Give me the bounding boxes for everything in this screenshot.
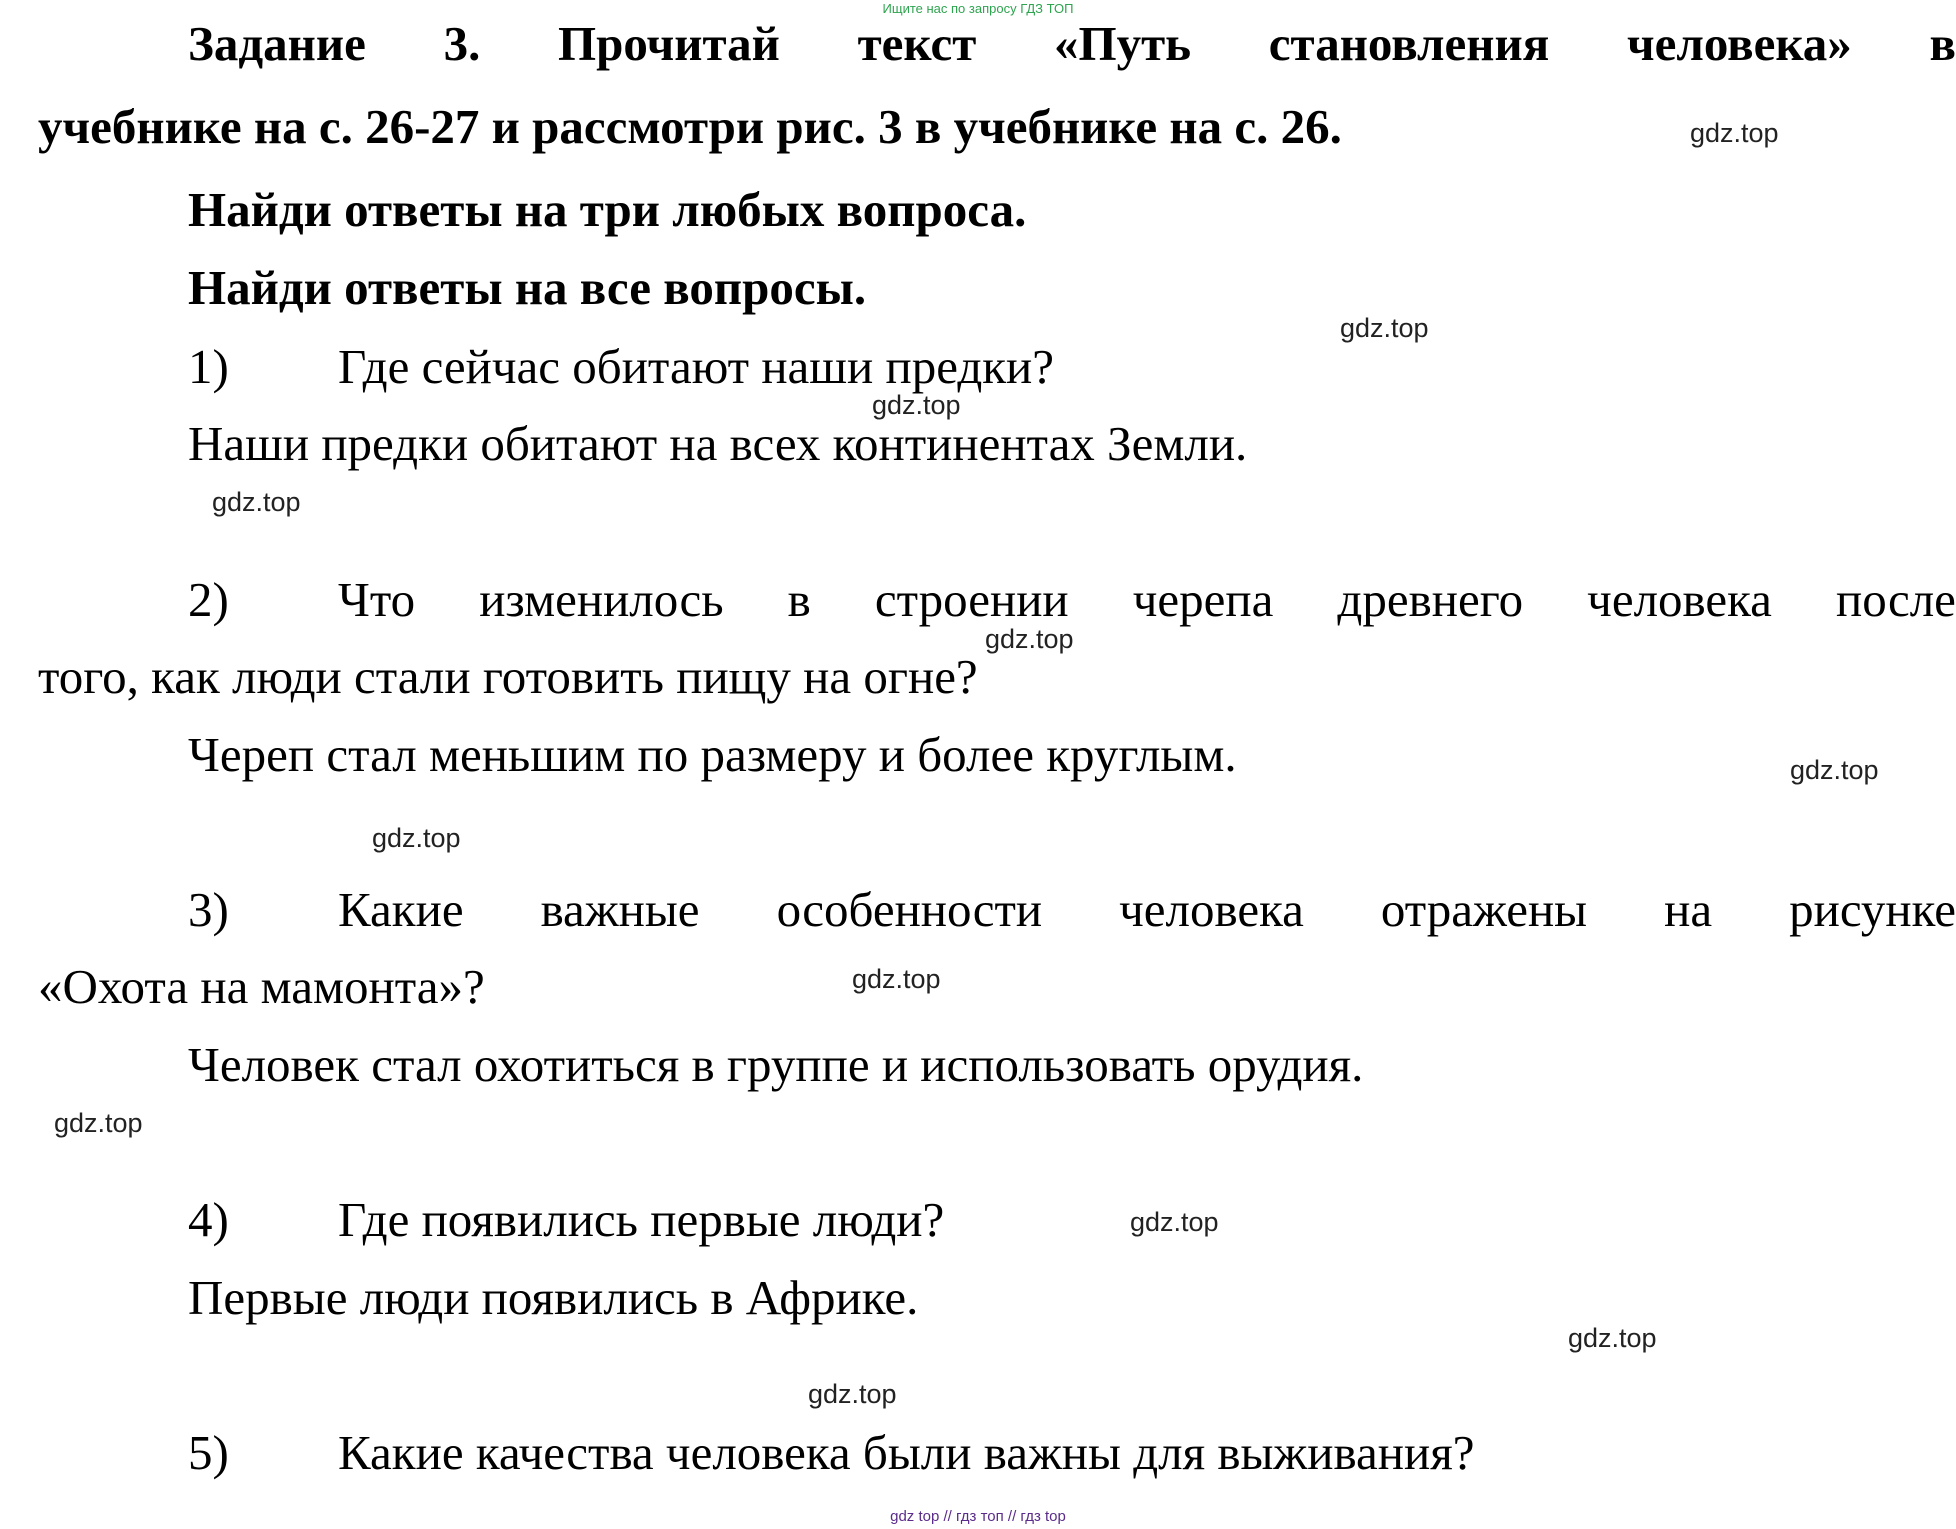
watermark: gdz.top — [852, 964, 941, 994]
question-text: Где появились первые люди? — [338, 1192, 945, 1247]
question-word: особенности — [776, 882, 1043, 937]
question-word: Что — [338, 572, 416, 627]
question-text: Какие качества человека были важны для выживания? — [338, 1425, 1475, 1480]
heading-word: Прочитай — [558, 16, 780, 71]
watermark: gdz.top — [1130, 1207, 1219, 1237]
watermark: gdz.top — [372, 823, 461, 853]
watermark: gdz.top — [54, 1108, 143, 1138]
task-heading-line2: учебнике на с. 26-27 и рассмотри рис. 3 в учебнике на с. 26. — [38, 99, 1342, 154]
bottom-banner: gdz top // гдз топ // гдз top — [890, 1508, 1066, 1525]
heading-word: в — [1929, 16, 1956, 71]
question-word: рисунке — [1789, 882, 1956, 937]
question-number: 3) — [188, 882, 229, 937]
question-word: в — [787, 572, 811, 627]
question-word: строении — [874, 572, 1069, 627]
question-text-line1 — [338, 880, 1956, 940]
question-word: человека — [1587, 572, 1772, 627]
heading-word: текст — [857, 16, 977, 71]
watermark: gdz.top — [808, 1379, 897, 1409]
question-word: после — [1836, 572, 1956, 627]
question-word: Какие — [338, 882, 464, 937]
instruction-three-questions: Найди ответы на три любых вопроса. — [188, 182, 1027, 237]
question-word: человека — [1119, 882, 1304, 937]
heading-word: 3. — [443, 16, 481, 71]
watermark: gdz.top — [872, 390, 961, 420]
watermark: gdz.top — [212, 487, 301, 517]
heading-word: «Путь — [1053, 16, 1192, 71]
question-number: 4) — [188, 1192, 229, 1247]
watermark: gdz.top — [1568, 1323, 1657, 1353]
answer-text: Наши предки обитают на всех континентах Земли. — [188, 416, 1248, 471]
question-number: 1) — [188, 339, 229, 394]
question-word: на — [1664, 882, 1713, 937]
question-word: древнего — [1337, 572, 1524, 627]
heading-word: становления — [1268, 16, 1550, 71]
watermark: gdz.top — [1690, 118, 1779, 148]
top-banner: Ищите нас по запросу ГДЗ ТОП — [882, 1, 1074, 16]
question-word: черепа — [1132, 572, 1274, 627]
question-number: 5) — [188, 1425, 229, 1480]
answer-text: Человек стал охотиться в группе и использовать орудия. — [188, 1037, 1364, 1092]
question-text: Где сейчас обитают наши предки? — [338, 339, 1055, 394]
question-word: важные — [540, 882, 700, 937]
heading-word: человека» — [1626, 16, 1852, 71]
watermark: gdz.top — [1790, 755, 1879, 785]
answer-text: Череп стал меньшим по размеру и более круглым. — [188, 727, 1237, 782]
question-text-line2: «Охота на мамонта»? — [38, 959, 485, 1014]
task-heading-line1 — [188, 14, 1956, 74]
question-word: изменилось — [479, 572, 724, 627]
heading-word: Задание — [188, 16, 366, 71]
question-number: 2) — [188, 572, 229, 627]
instruction-all-questions: Найди ответы на все вопросы. — [188, 260, 867, 315]
question-word: отражены — [1380, 882, 1588, 937]
question-text-line1 — [338, 570, 1956, 630]
question-text-line2: того, как люди стали готовить пищу на огне? — [38, 649, 978, 704]
answer-text: Первые люди появились в Африке. — [188, 1270, 919, 1325]
watermark: gdz.top — [1340, 313, 1429, 343]
watermark: gdz.top — [985, 624, 1074, 654]
